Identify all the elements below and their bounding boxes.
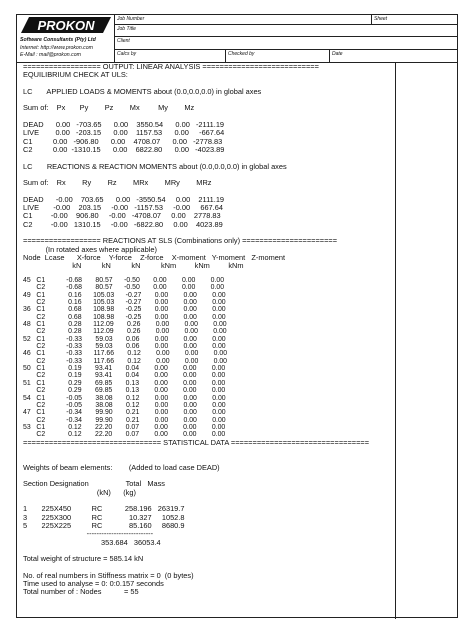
date-field: Date: [329, 50, 457, 63]
sheet-header: [17, 15, 457, 63]
job-title-field: Job Title: [115, 25, 457, 37]
company-internet: Internet: http://www.prokon.com: [20, 45, 93, 51]
reactions-table: 45 C1 -0.68 80.57 -0.50 0.00 0.00 0.00 C2 -0.68 80.57 -0.50 0.00 0.00 0.00 49 C1 0.16 105.03 -0.27 0.00 0.00 0.00 C2 0.16 105.03 -0.27 0.00 0.00 0.00 36 C1 0.68 108.98 -0.25 0.00 0.00 0.00 C2 0.68 108.98 -0.25 0.00 0.00 0.00 48 C1 0.28 112.09 0.26 0.00 0.00 0.00 C2 0.28 112.09 0.26 0.00 0.00 0.00 52 C1 -0.33 59.03 0.06 0.00 0.00 0.00 C2 -0.33 59.03 0.06 0.00 0.00 0.00 46 C1 -0.33 117.66 0.12 0.00 0.00 0.00 C2 -0.33 117.66 0.12 0.00 0.00 0.00 50 C1 0.19 93.41 0.04 0.00 0.00 0.00 C2 0.19 93.41 0.04 0.00 0.00 0.00 51 C1 0.29 69.85 0.13 0.00 0.00 0.00 C2 0.29 69.85 0.13 0.00 0.00 0.00 54 C1 -0.05 38.08 0.12 0.00 0.00 0.00 C2 -0.05 38.08 0.12 0.00 0.00 0.00 47 C1 -0.34 99.90 0.21 0.00 0.00 0.00 C2 -0.34 99.90 0.21 0.00 0.00 0.00 53 C1 0.12 22.20 0.07 0.00 0.00 0.00 C2 0.12 22.20 0.07 0.00 0.00 0.00: [23, 277, 228, 439]
logo-text: PROKON: [37, 18, 95, 33]
prokon-logo-icon: [19, 16, 113, 34]
report-body: [17, 63, 457, 619]
calcs-by-field: Calcs by: [117, 51, 137, 57]
company-email: E-Mail : mail@prokon.com: [20, 52, 81, 58]
checked-by-field: Checked by: [225, 50, 329, 63]
statistical-data-section: ================================ STATISTICAL DATA ================================ Weights of beam elements: (Added to load case DEAD) Section Designation Total Mass (kN) (kg) 1 225X450 RC 258.196 26319.7 3 225X300 RC 10.327 1052.8 5 225X225 RC 85.160 8680.9 --------------------------- 353.684 36053.4 Total weight of structure = 585.14 kN No. of real numbers in Stiffness matrix = 0 (0 bytes) Time used to analyse = 0: 0:0.157 seconds Total number of : Nodes = 55: [23, 438, 370, 597]
company-block: [17, 15, 115, 63]
right-margin-rule: [395, 63, 396, 619]
calc-sheet: [16, 14, 458, 618]
job-number-field: Job Number: [115, 15, 371, 25]
client-field: Client: [115, 37, 457, 50]
sheet-field: Sheet: [371, 15, 457, 25]
equilibrium-and-reactions-section: ================== OUTPUT: LINEAR ANALYSIS =========================== EQUILIBRIUM CHECK AT ULS: LC APPLIED LOADS & MOMENTS about (0.0,0.0,0.0) in global axes Sum of: Px Py Pz Mx My Mz DEAD 0.00 -703.65 0.00 3550.54 0.00 -2111.19 LIVE 0.00 -203.15 0.00 1157.53 0.00 -667.64 C1 0.00 -906.80 0.00 4708.07 0.00 -2778.83 C2 0.00 -1310.15 0.00 6822.80 0.00 -4023.89 LC REACTIONS & REACTION MOMENTS about (0.0,0.0,0.0) in global axes Sum of: Rx Ry Rz MRx MRy MRz DEAD -0.00 703.65 0.00 -3550.54 0.00 2111.19 LIVE -0.00 203.15 -0.00 -1157.53 -0.00 667.64 C1 -0.00 906.80 -0.00 -4708.07 0.00 2778.83 C2 -0.00 1310.15 -0.00 -6822.80 0.00 4023.89 ================== REACTIONS AT SLS (Combinations only) ====================== (In rotated axes where applicable) Node Lcase X-force Y-force Z-force X-moment Y-moment Z-moment kN kN kN kNm kNm kNm: [23, 62, 338, 271]
company-name: Software Consultants (Pty) Ltd: [20, 37, 96, 43]
